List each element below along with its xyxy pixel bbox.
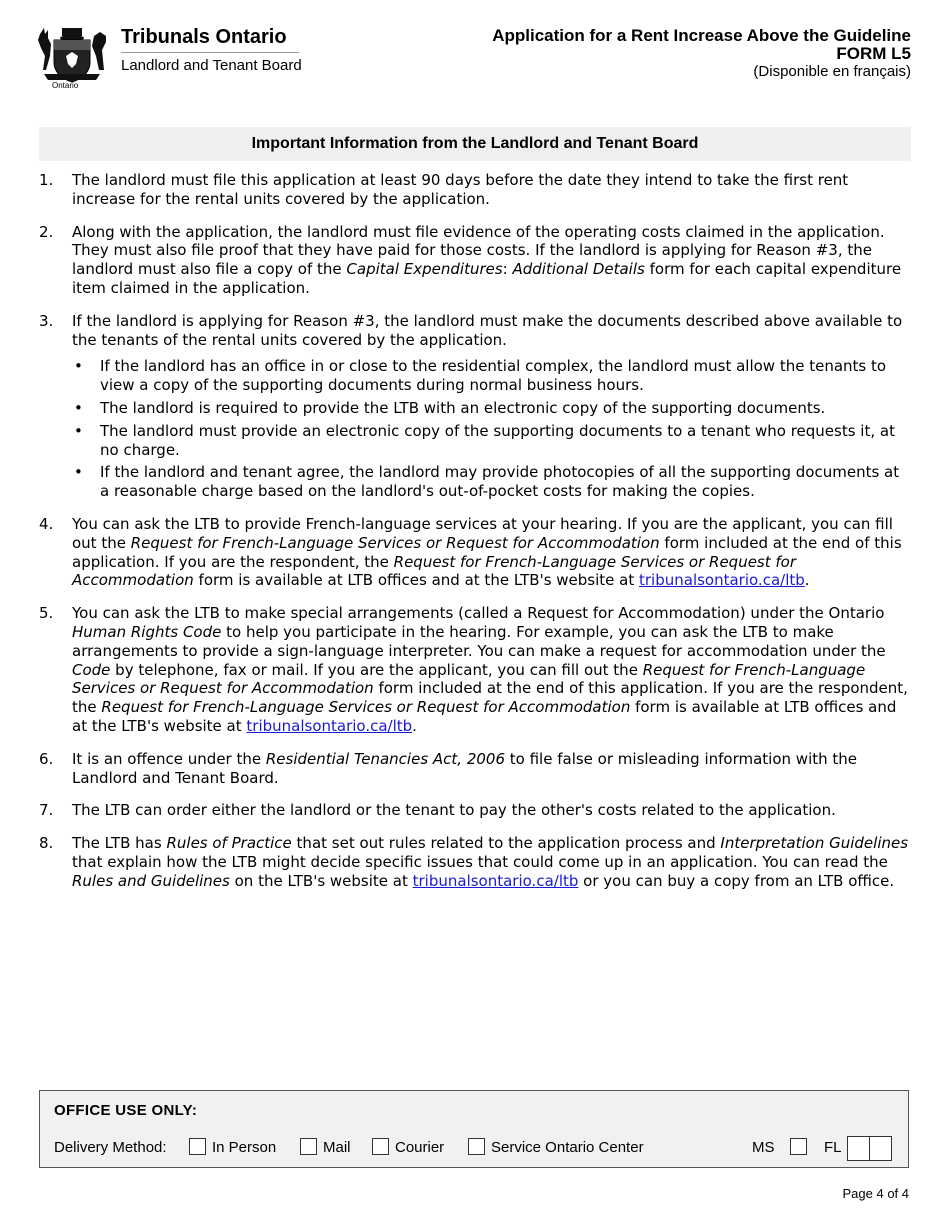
list-item (39, 223, 911, 298)
item-number: 5. (39, 604, 54, 623)
in-person-label: In Person (212, 1139, 277, 1156)
list-item (39, 312, 911, 501)
mail-checkbox[interactable] (300, 1138, 317, 1155)
form-title: Application for a Rent Increase Above the Guideline (492, 26, 911, 45)
item-number: 8. (39, 834, 54, 853)
delivery-method-label: Delivery Method: (54, 1139, 167, 1156)
fl-field-1[interactable] (847, 1136, 870, 1161)
list-item (39, 515, 911, 590)
form-header (492, 27, 911, 80)
logo-caption: Ontario (52, 81, 79, 90)
list-item (39, 171, 911, 209)
item-text: If the landlord is applying for Reason #3, the landlord must make the documents described above available to the tenants of the rental units covered by the application. (72, 311, 903, 349)
bullet-item: • The landlord must provide an electronic copy of the supporting documents to a tenant who requests it, at no charge. (72, 422, 911, 460)
item-number: 3. (39, 311, 54, 330)
item-number: 2. (39, 222, 54, 241)
list-item (39, 834, 911, 890)
ltb-website-link[interactable]: tribunalsontario.ca/ltb (412, 871, 579, 890)
list-item (39, 801, 911, 820)
header-divider (121, 52, 299, 53)
fl-label: FL (824, 1139, 842, 1156)
item-text: You can ask the LTB to make special arrangements (called a Request for Accommodation) under the Ontario Human Rights Code to help you participate in the hearing. For example, you can ask the LTB to make arrangements to provide a sign-language interpreter. You can make a request for accommodation under the Code by telephone, fax or mail. If you are the applicant, you can fill out the Request for French-Language Services or Request for Accommodation form included at the end of this application. If you are the respondent, the Request for French-Language Services or Request for Accommodation form is available at LTB offices and at the LTB's website at tribunalsontario.ca/ltb. (72, 604, 908, 735)
bullet-item: • If the landlord has an office in or close to the residential complex, the landlord must allow the tenants to view a copy of the supporting documents during normal business hours. (72, 357, 911, 395)
item-text: The LTB has Rules of Practice that set out rules related to the application process and Interpretation Guidelines that explain how the LTB might decide specific issues that could come up in an application. You can read the Rules and Guidelines on the LTB's website at tribunalsontario.ca/ltb or you can buy a copy from an LTB office. (72, 834, 909, 890)
section-banner: Important Information from the Landlord and Tenant Board (39, 127, 911, 161)
item-number: 1. (39, 171, 54, 189)
ms-checkbox[interactable] (790, 1138, 807, 1155)
item-number: 6. (39, 749, 54, 768)
item-text: The landlord must file this application at least 90 days before the date they intend to take the first rent increase for the rental units covered by the application. (72, 171, 849, 208)
item-number: 4. (39, 514, 54, 533)
org-subtitle: Landlord and Tenant Board (121, 57, 302, 74)
mail-label: Mail (323, 1139, 351, 1156)
courier-label: Courier (395, 1139, 445, 1156)
form-number: FORM L5 (836, 44, 911, 63)
item-text: Along with the application, the landlord must file evidence of the operating costs claimed in the application. They must also file proof that they have paid for those costs. If the landlord is applying for Reason #3, the landlord must also file a copy of the Capital Expenditures: Additional Details form for each capital expenditure item claimed in the application. (72, 222, 902, 297)
page-number: Page 4 of 4 (842, 1186, 909, 1201)
bullet-item: • The landlord is required to provide the LTB with an electronic copy of the supporting documents. (72, 399, 911, 418)
french-availability: (Disponible en français) (753, 63, 911, 80)
fl-field-2[interactable] (869, 1136, 892, 1161)
item-text: The LTB can order either the landlord or the tenant to pay the other's costs related to the application. (72, 801, 836, 820)
service-ontario-checkbox[interactable] (468, 1138, 485, 1155)
bullet-item: • If the landlord and tenant agree, the landlord may provide photocopies of all the supporting documents at a reasonable charge based on the landlord's out-of-pocket costs for making the copies. (72, 463, 911, 501)
item-text: It is an offence under the Residential Tenancies Act, 2006 to file false or misleading information with the Landlord and Tenant Board. (72, 749, 858, 787)
ms-label: MS (752, 1139, 775, 1156)
ltb-website-link[interactable]: tribunalsontario.ca/ltb (639, 571, 805, 590)
information-list (39, 171, 911, 905)
item-text: You can ask the LTB to provide French-language services at your hearing. If you are the applicant, you can fill out the Request for French-Language Services or Request for Accommodation form included at the end of this application. If you are the respondent, the Request for French-Language Services or Request for Accommodation form is available at LTB offices and at the LTB's website at tribunalsontario.ca/ltb. (72, 514, 902, 590)
service-ontario-label: Service Ontario Center (491, 1139, 644, 1156)
office-use-title: OFFICE USE ONLY: (54, 1102, 198, 1119)
bullet-list (72, 357, 911, 501)
ltb-website-link[interactable]: tribunalsontario.ca/ltb (246, 716, 413, 735)
item-number: 7. (39, 801, 54, 820)
courier-checkbox[interactable] (372, 1138, 389, 1155)
list-item (39, 604, 911, 736)
org-name: Tribunals Ontario (121, 26, 287, 48)
in-person-checkbox[interactable] (189, 1138, 206, 1155)
office-use-box (39, 1090, 909, 1168)
list-item (39, 750, 911, 788)
